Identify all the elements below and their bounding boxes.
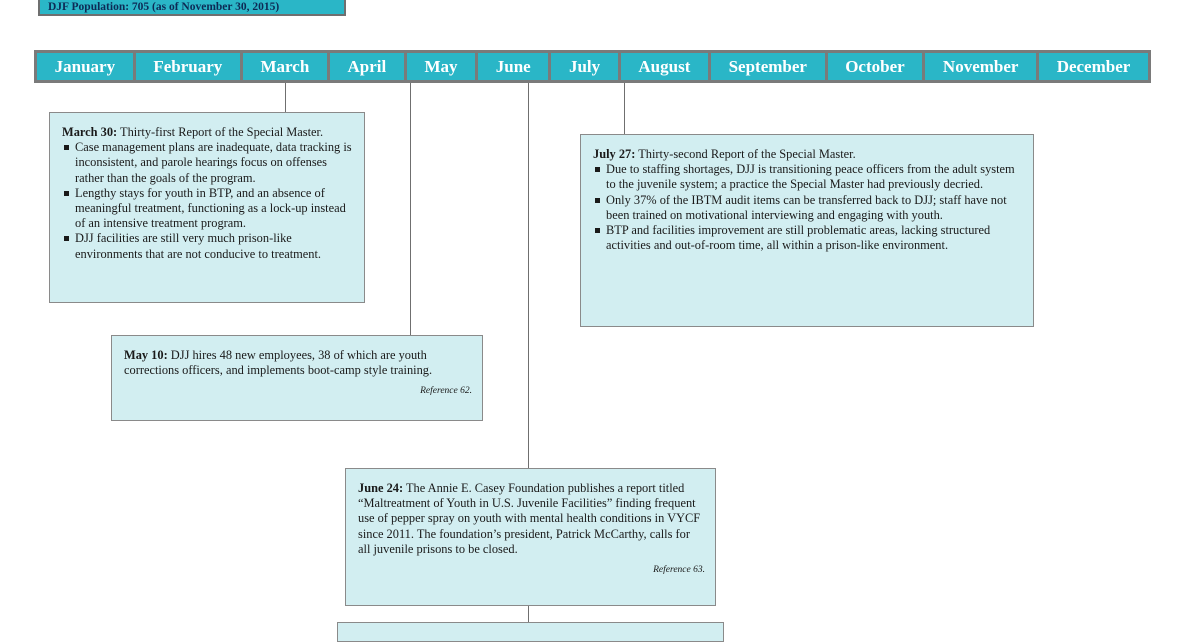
event-text: The Annie E. Casey Foundation publishes a report titled “Maltreatment of Youth in U.S. Juvenile Facilities” finding frequent use of pepper spray on youth with mental health conditions in VYCF since 2011. The foundation’s president, Patrick McCarthy, calls for all juvenile prisons to be closed. (358, 481, 701, 556)
event-text: DJJ hires 48 new employees, 38 of which are youth corrections officers, and implements boot-camp style training. (124, 348, 433, 378)
connector-july (624, 83, 625, 134)
event-date: June 24: (358, 481, 404, 495)
month-may: May (407, 53, 475, 80)
connector-june (528, 83, 529, 468)
bullet-list (593, 162, 1023, 253)
month-august: August (621, 53, 708, 80)
list-item: Due to staffing shortages, DJJ is transitioning peace officers from the adult system to the juvenile system; a practice the Special Master had previously decried. (606, 162, 1023, 192)
list-item: DJJ facilities are still very much prison-like environments that are not conducive to treatment. (75, 231, 354, 261)
population-badge: DJF Population: 705 (as of November 30, 2015) (38, 0, 346, 16)
connector-may (410, 83, 411, 335)
month-october: October (828, 53, 923, 80)
event-date: March 30: (62, 125, 118, 139)
month-september: September (711, 53, 825, 80)
event-may-10 (111, 335, 483, 421)
month-november: November (925, 53, 1036, 80)
month-march: March (243, 53, 327, 80)
event-title: Thirty-first Report of the Special Master. (117, 125, 324, 139)
month-april: April (330, 53, 404, 80)
month-december: December (1039, 53, 1148, 80)
month-bar (34, 50, 1151, 83)
list-item: BTP and facilities improvement are still problematic areas, lacking structured activities and out-of-room time, all within a prison-like environment. (606, 223, 1023, 253)
event-date: May 10: (124, 348, 168, 362)
reference-note: Reference 62. (420, 386, 472, 397)
bullet-list (62, 140, 354, 262)
event-heading (62, 125, 354, 140)
connector-march (285, 83, 286, 112)
month-june: June (478, 53, 548, 80)
event-july-27 (580, 134, 1034, 327)
month-january: January (37, 53, 133, 80)
reference-note: Reference 63. (653, 565, 705, 576)
connector-june-lower (528, 606, 529, 622)
event-body (358, 481, 705, 557)
month-february: February (136, 53, 240, 80)
event-next-partial (337, 622, 724, 642)
list-item: Case management plans are inadequate, data tracking is inconsistent, and parole hearings focus on offenses rather than the goals of the program. (75, 140, 354, 186)
event-heading (593, 147, 1023, 162)
list-item: Only 37% of the IBTM audit items can be transferred back to DJJ; staff have not been trained on motivational interviewing and engaging with youth. (606, 193, 1023, 223)
event-body (124, 348, 472, 378)
event-date: July 27: (593, 147, 636, 161)
event-june-24 (345, 468, 716, 606)
event-march-30 (49, 112, 365, 303)
month-july: July (551, 53, 617, 80)
list-item: Lengthy stays for youth in BTP, and an absence of meaningful treatment, functioning as a lock-up instead of an intensive treatment program. (75, 186, 354, 232)
event-title: Thirty-second Report of the Special Master. (635, 147, 856, 161)
